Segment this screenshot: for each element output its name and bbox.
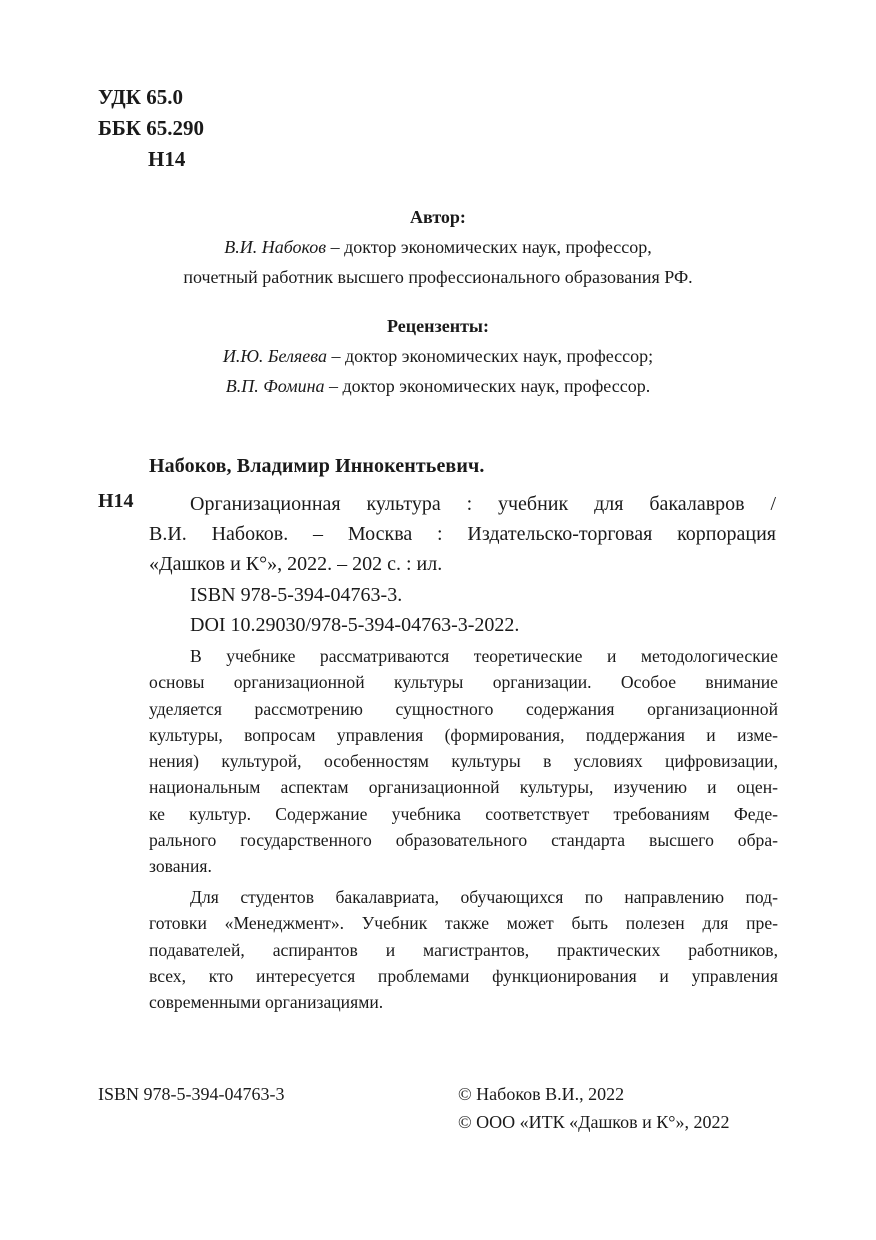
author-line-1 bbox=[0, 232, 876, 262]
reviewers-heading: Рецензенты: bbox=[387, 316, 489, 336]
reviewers-section bbox=[0, 311, 876, 401]
reviewer-credentials: – доктор экономических наук, профессор. bbox=[324, 376, 651, 396]
reviewer-line-1 bbox=[0, 341, 876, 371]
footer-copyright-publisher: © ООО «ИТК «Дашков и К°», 2022 bbox=[458, 1112, 730, 1132]
annotation-paragraph-2 bbox=[149, 884, 778, 1015]
catalog-line-year: «Дашков и К°», 2022. – 202 с. : ил. bbox=[149, 553, 443, 575]
classification-block bbox=[98, 82, 204, 175]
annotation-line: зования. bbox=[149, 856, 212, 877]
annotation-line: всех, кто интересуется проблемами функционирования и управления bbox=[149, 965, 778, 986]
footer-copyright-author: © Набоков В.И., 2022 bbox=[458, 1084, 625, 1104]
annotation-line: нения) культурой, особенностям культуры в условиях цифровизации, bbox=[149, 751, 778, 772]
annotation-line: Для студентов бакалавриата, обучающихся по направлению под- bbox=[190, 887, 778, 907]
author-name: В.И. Набоков bbox=[224, 237, 327, 257]
annotation-line: подавателей, аспирантов и магистрантов, практических работников, bbox=[149, 939, 778, 960]
annotation-line: готовки «Менеджмент». Учебник также может быть полезен для пре- bbox=[149, 913, 778, 934]
author-section bbox=[0, 202, 876, 292]
catalog-line-title: Организационная культура : учебник для бакалавров / bbox=[190, 493, 776, 515]
footer-isbn: ISBN 978-5-394-04763-3 bbox=[98, 1084, 285, 1104]
catalog-line-isbn: ISBN 978-5-394-04763-3. bbox=[190, 584, 403, 606]
reviewer-line-2 bbox=[0, 371, 876, 401]
catalog-author-heading: Набоков, Владимир Иннокентьевич. bbox=[149, 455, 485, 477]
author-line-2: почетный работник высшего профессионального образования РФ. bbox=[183, 267, 693, 287]
annotation-line: В учебнике рассматриваются теоретические и методологические bbox=[190, 646, 778, 666]
catalog-line-doi: DOI 10.29030/978-5-394-04763-3-2022. bbox=[190, 614, 520, 636]
reviewer-name: В.П. Фомина bbox=[225, 376, 325, 396]
annotation-line: ке культур. Содержание учебника соответствует требованиям Феде- bbox=[149, 803, 778, 824]
udk-code: УДК 65.0 bbox=[98, 85, 183, 109]
catalog-line-publisher: В.И. Набоков. – Москва : Издательско-торговая корпорация bbox=[149, 523, 776, 545]
reviewer-credentials: – доктор экономических наук, профессор; bbox=[326, 346, 654, 366]
annotation-line: рального государственного образовательного стандарта высшего обра- bbox=[149, 830, 778, 851]
reviewer-name: И.Ю. Беляева bbox=[222, 346, 327, 366]
annotation-paragraph-1 bbox=[149, 643, 778, 880]
author-heading: Автор: bbox=[410, 207, 466, 227]
annotation-line: национальным аспектам организационной культуры, изучению и оцен- bbox=[149, 777, 778, 798]
annotation-line: культуры, вопросам управления (формирования, поддержания и изме- bbox=[149, 724, 778, 745]
catalog-code: Н14 bbox=[98, 490, 134, 512]
author-mark: Н14 bbox=[148, 147, 186, 171]
annotation-line: уделяется рассмотрению сущностного содержания организационной bbox=[149, 698, 778, 719]
annotation-line: основы организационной культуры организации. Особое внимание bbox=[149, 672, 778, 693]
annotation-line: современными организациями. bbox=[149, 992, 384, 1013]
author-credentials: – доктор экономических наук, профессор, bbox=[326, 237, 652, 257]
bbk-code: ББК 65.290 bbox=[98, 116, 204, 140]
